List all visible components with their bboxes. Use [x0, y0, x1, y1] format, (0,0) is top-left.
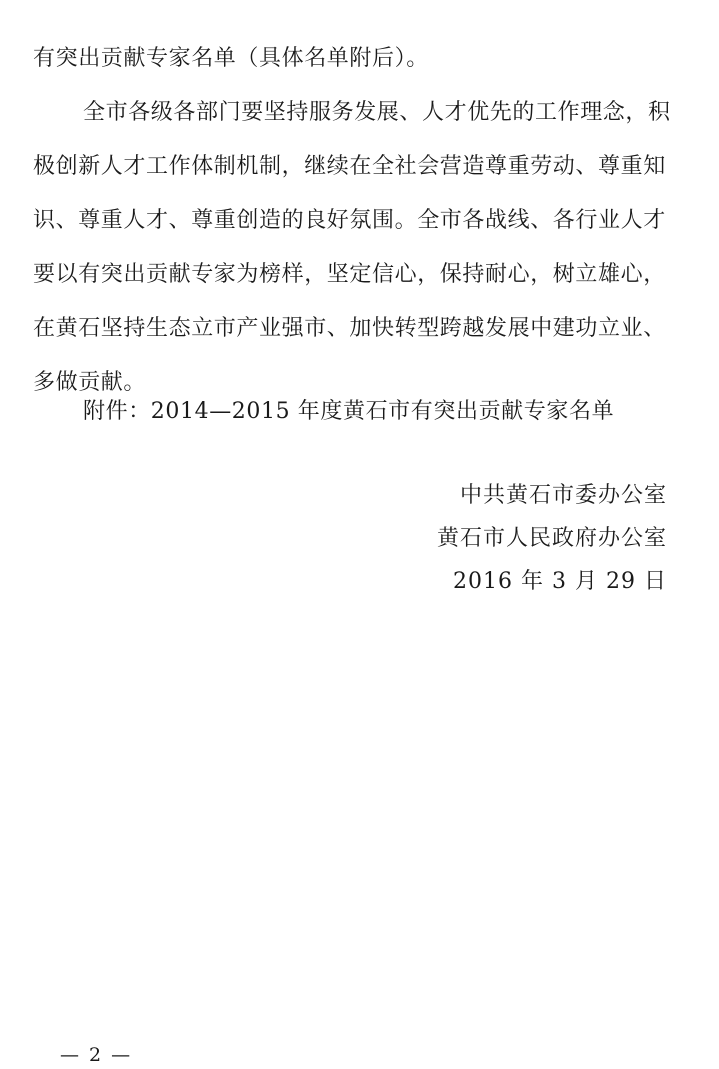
paragraph-line: 识、尊重人才、尊重创造的良好氛围。全市各战线、各行业人才 — [33, 208, 666, 233]
issuing-office-party: 中共黄石市委办公室 — [459, 483, 667, 508]
attachment-line: 附件：2014—2015 年度黄石市有突出贡献专家名单 — [83, 399, 615, 424]
body-text — [33, 48, 703, 426]
signature-block — [437, 485, 667, 614]
paragraph-line: 极创新人才工作体制机制，继续在全社会营造尊重劳动、尊重知 — [33, 154, 666, 179]
issue-date: 2016 年 3 月 29 日 — [453, 569, 667, 594]
paragraph-line: 全市各级各部门要坚持服务发展、人才优先的工作理念，积 — [83, 100, 671, 125]
paragraph-line: 多做贡献。 — [33, 370, 147, 395]
paragraph-line: 要以有突出贡献专家为榜样，坚定信心，保持耐心，树立雄心， — [33, 262, 666, 287]
issuing-office-government: 黄石市人民政府办公室 — [436, 526, 667, 551]
paragraph-line: 有突出贡献专家名单（具体名单附后）。 — [33, 46, 429, 71]
page-number: — 2 — — [60, 1044, 133, 1066]
paragraph-line: 在黄石坚持生态立市产业强市、加快转型跨越发展中建功立业、 — [33, 316, 666, 341]
